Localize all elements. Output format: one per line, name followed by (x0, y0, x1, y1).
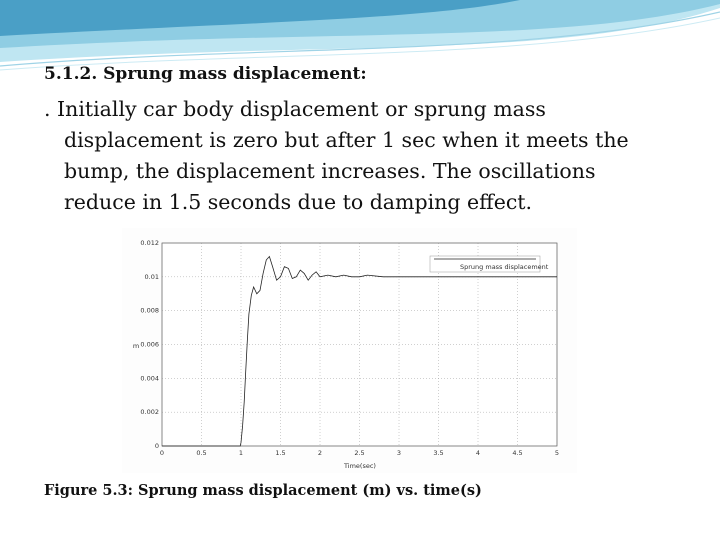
x-tick-labels (160, 449, 559, 457)
x-tick-label: 2 (317, 449, 323, 457)
y-tick-label: 0.006 (140, 340, 159, 349)
paragraph-line-1: . Initially car body displacement or sprung mass (44, 97, 546, 121)
figure-caption: Figure 5.3: Sprung mass displacement (m) vs. time(s) (44, 482, 482, 499)
y-tick-label: 0.01 (144, 272, 159, 281)
section-heading: 5.1.2. Sprung mass displacement: (44, 64, 367, 84)
y-tick-labels (140, 239, 159, 450)
y-tick-label: 0.004 (140, 374, 159, 383)
y-axis-label: m (132, 342, 140, 350)
x-tick-label: 4 (475, 449, 481, 457)
paragraph-line-2: displacement is zero but after 1 sec when it meets the (64, 128, 629, 152)
legend (430, 256, 549, 272)
x-tick-label: 0.5 (196, 449, 207, 457)
x-tick-label: 2.5 (354, 449, 365, 457)
chart-svg (122, 228, 577, 473)
displacement-chart (122, 228, 577, 473)
y-tick-label: 0.012 (140, 239, 159, 247)
y-tick-label: 0.008 (140, 306, 159, 315)
x-tick-label: 3.5 (433, 449, 444, 457)
x-axis-label: Time(sec) (344, 462, 376, 470)
x-tick-label: 0 (159, 449, 165, 457)
paragraph-line-3: bump, the displacement increases. The oscillations (64, 159, 596, 183)
x-tick-label: 1.5 (275, 449, 286, 457)
x-tick-label: 3 (396, 449, 402, 457)
x-tick-label: 5 (554, 449, 560, 457)
y-tick-label: 0 (154, 442, 159, 450)
x-tick-label: 4.5 (512, 449, 523, 457)
y-tick-label: 0.002 (140, 408, 159, 417)
legend-label: Sprung mass displacement (460, 263, 549, 271)
description-paragraph (44, 94, 684, 218)
x-tick-label: 1 (238, 449, 244, 457)
paragraph-line-4: reduce in 1.5 seconds due to damping effect. (64, 190, 533, 214)
